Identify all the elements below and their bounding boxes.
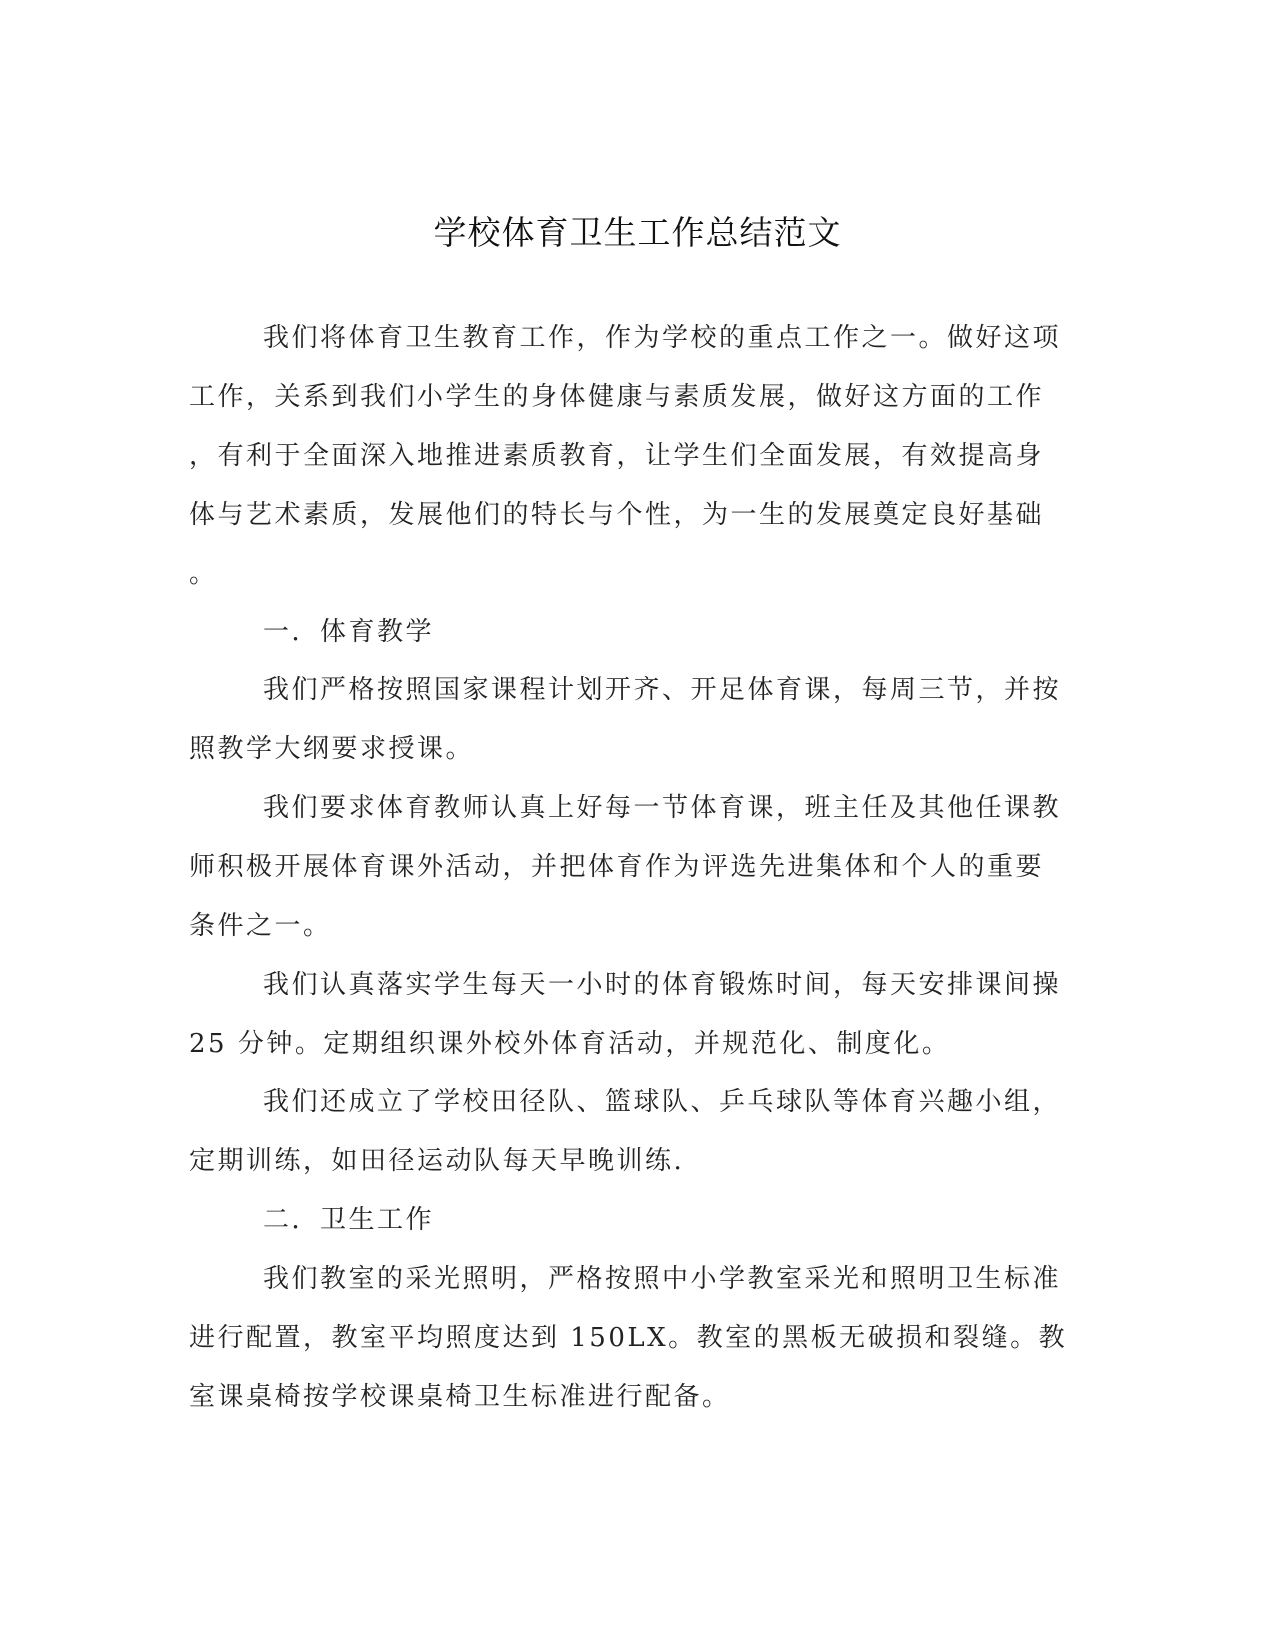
document-title: 学校体育卫生工作总结范文 [433, 213, 842, 252]
paragraph-line: 进行配置，教室平均照度达到 150LX。教室的黑板无破损和裂缝。教 [189, 1323, 1068, 1353]
paragraph-line: 25 分钟。定期组织课外校外体育活动，并规范化、制度化。 [189, 1029, 951, 1059]
paragraph-line: 。 [189, 559, 218, 589]
paragraph-line: 我们严格按照国家课程计划开齐、开足体育课，每周三节，并按 [263, 675, 1062, 705]
section-heading: 二．卫生工作 [263, 1205, 435, 1235]
paragraph-line: 我们认真落实学生每天一小时的体育锻炼时间，每天安排课间操 [263, 970, 1062, 1000]
paragraph-line: 室课桌椅按学校课桌椅卫生标准进行配备。 [189, 1382, 731, 1412]
paragraph-line: 定期训练，如田径运动队每天早晚训练. [189, 1146, 685, 1176]
paragraph-line: 工作，关系到我们小学生的身体健康与素质发展，做好这方面的工作 [189, 382, 1045, 412]
section-heading: 一．体育教学 [263, 617, 435, 647]
paragraph-line: 师积极开展体育课外活动，并把体育作为评选先进集体和个人的重要 [189, 852, 1045, 882]
paragraph-line: 体与艺术素质，发展他们的特长与个性，为一生的发展奠定良好基础 [189, 500, 1045, 530]
paragraph-line: 我们要求体育教师认真上好每一节体育课，班主任及其他任课教 [263, 793, 1062, 823]
paragraph-line: 我们还成立了学校田径队、篮球队、乒乓球队等体育兴趣小组， [263, 1087, 1062, 1117]
paragraph-line: 我们将体育卫生教育工作，作为学校的重点工作之一。做好这项 [263, 323, 1062, 353]
paragraph-line: 条件之一。 [189, 911, 332, 941]
paragraph-line: ，有利于全面深入地推进素质教育，让学生们全面发展，有效提高身 [189, 441, 1045, 471]
paragraph-line: 照教学大纲要求授课。 [189, 734, 475, 764]
paragraph-line: 我们教室的采光照明，严格按照中小学教室采光和照明卫生标准 [263, 1264, 1062, 1294]
